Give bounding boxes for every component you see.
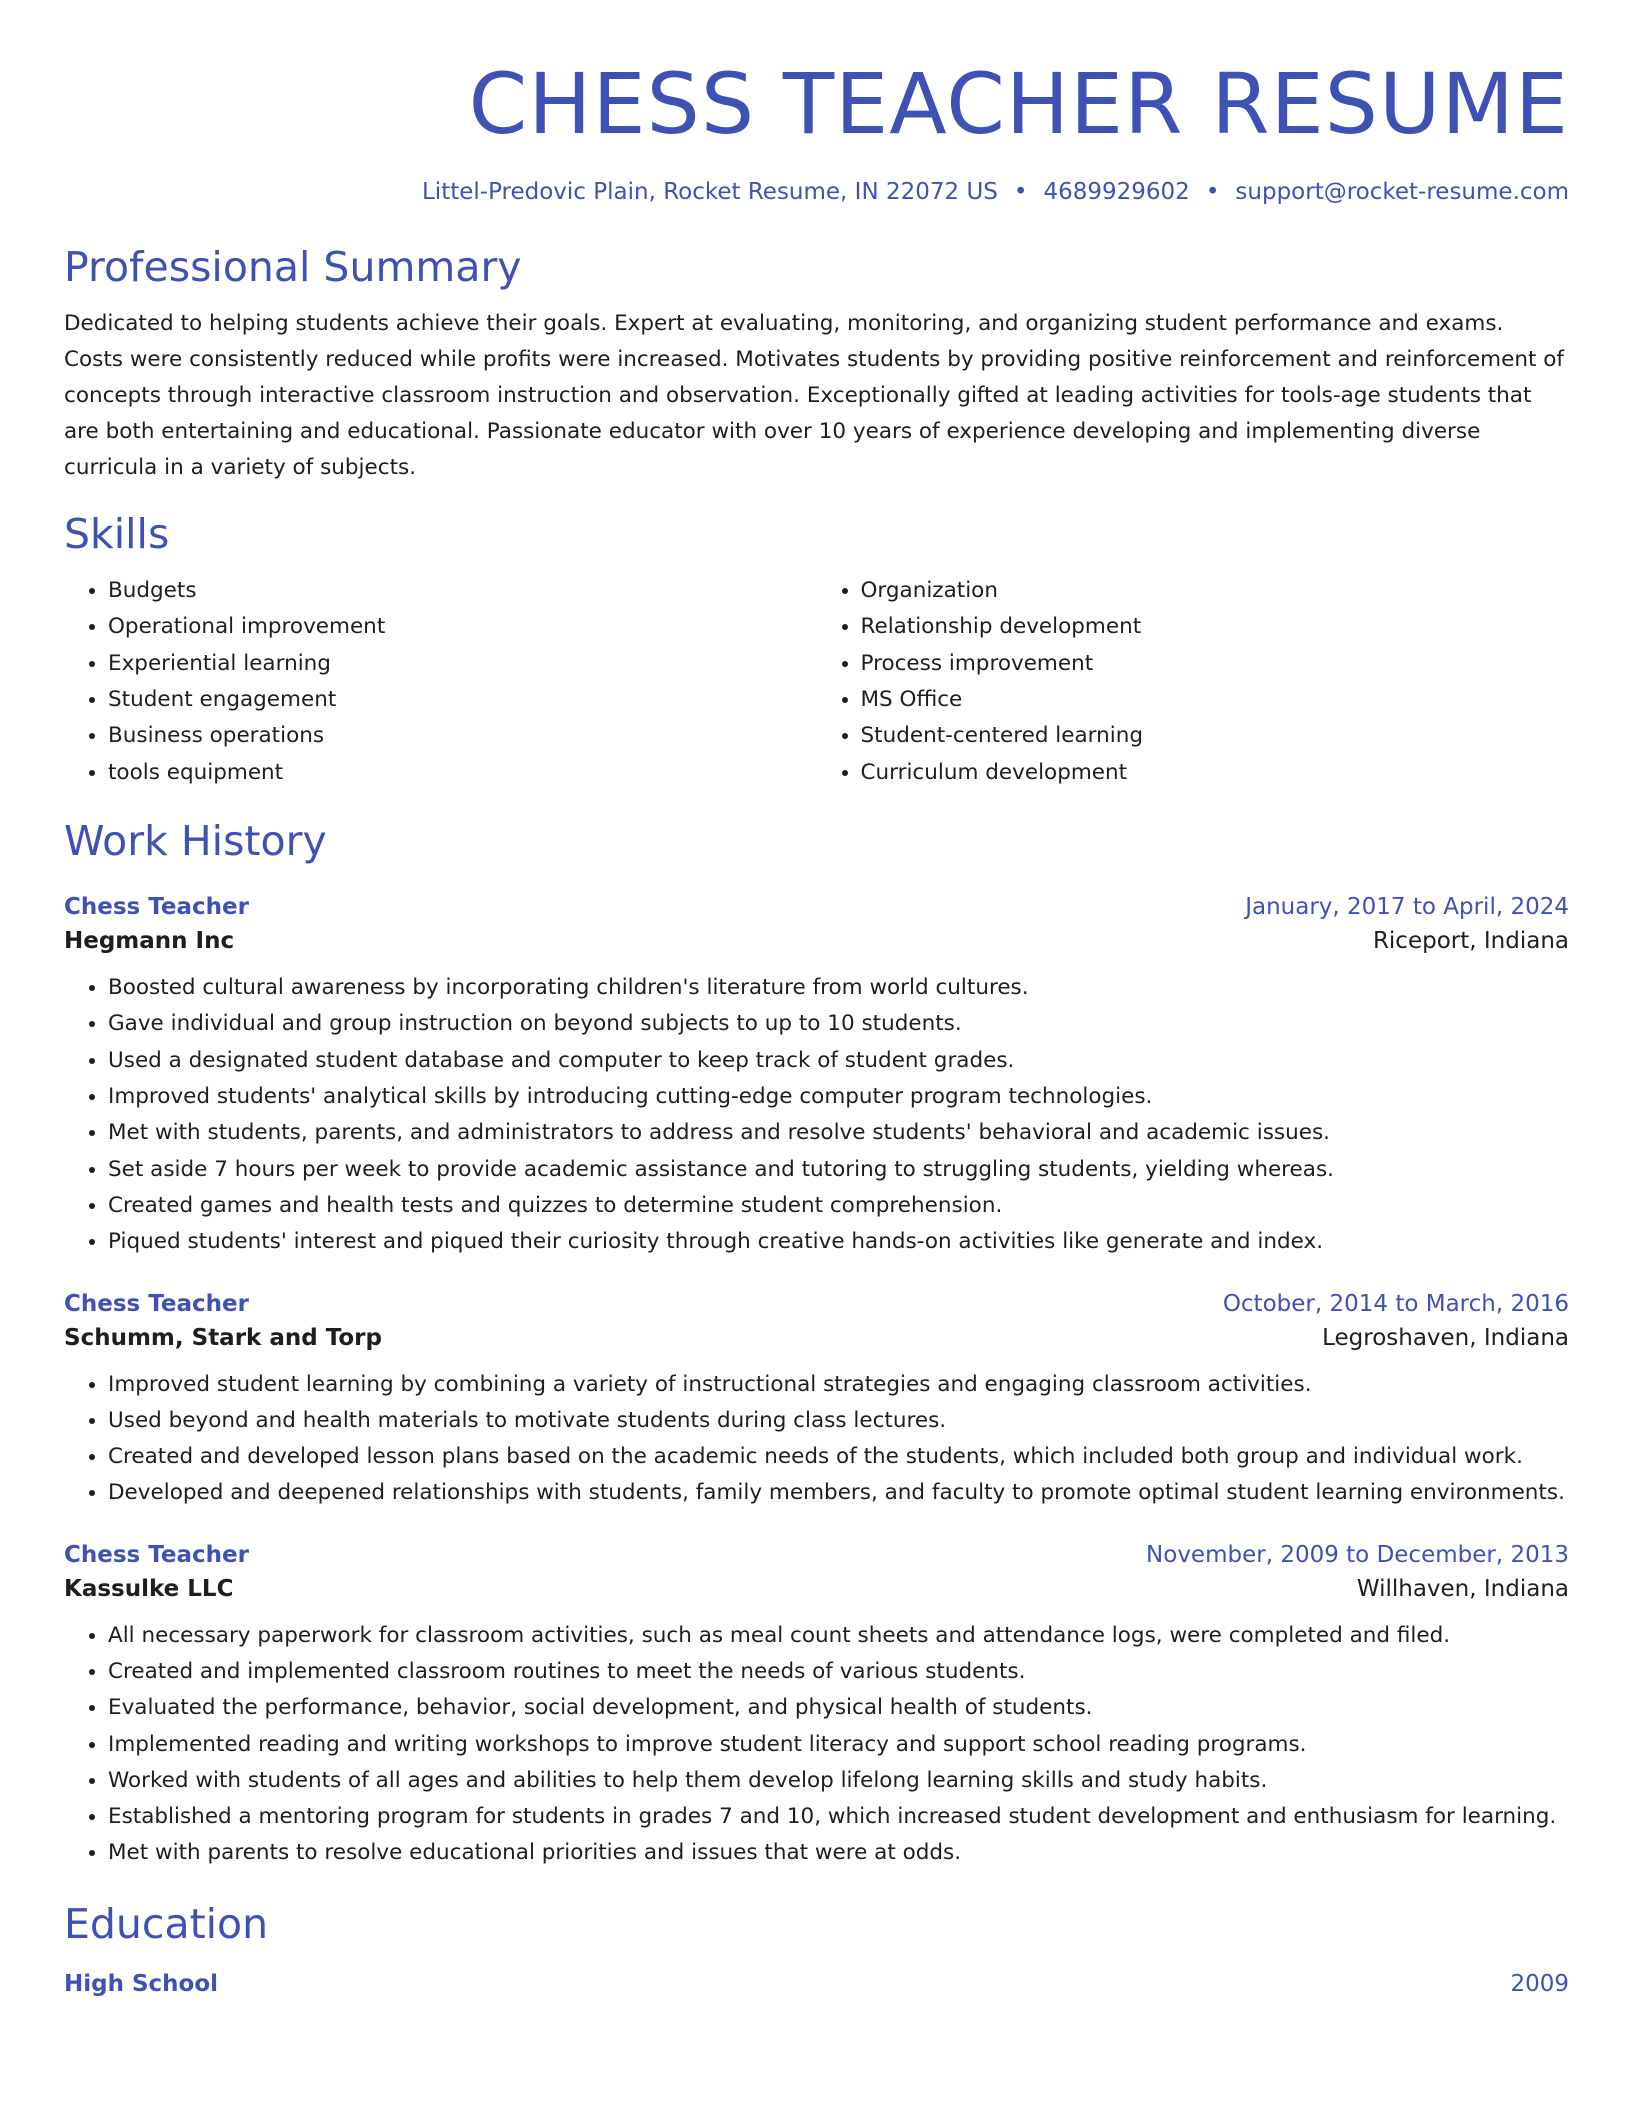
- job-bullet: • Created and implemented classroom routines to meet the needs of various students.: [108, 1654, 1569, 1690]
- job-dates: October, 2014 to March, 2016: [1222, 1290, 1569, 1317]
- job-bullet: • Developed and deepened relationships with students, family members, and faculty to promote optimal student learning environments.: [108, 1475, 1569, 1511]
- education-heading: Education: [64, 1899, 269, 1948]
- job-entry: [64, 1291, 1569, 1512]
- skills-column-right: [817, 573, 1570, 791]
- job-bullet: • Met with students, parents, and administrators to address and resolve students' behavioral and academic issues.: [108, 1115, 1569, 1151]
- contact-phone: 4689929602: [1043, 178, 1190, 205]
- skill-item: • Organization: [861, 573, 1570, 609]
- job-bullet: • Met with parents to resolve educational priorities and issues that were at odds.: [108, 1835, 1569, 1871]
- job-subheader: [64, 920, 1569, 954]
- job-bullet: • Implemented reading and writing workshops to improve student literacy and support school reading programs.: [108, 1727, 1569, 1763]
- skill-item: • Operational improvement: [108, 609, 817, 645]
- skill-item: • MS Office: [861, 682, 1570, 718]
- work-history-heading: Work History: [64, 816, 327, 865]
- job-bullet: • Used beyond and health materials to motivate students during class lectures.: [108, 1403, 1569, 1439]
- job-bullet: • Evaluated the performance, behavior, social development, and physical health of students.: [108, 1690, 1569, 1726]
- job-company: Schumm, Stark and Torp: [64, 1324, 382, 1351]
- skill-item: • tools equipment: [108, 755, 817, 791]
- skill-item: • Process improvement: [861, 646, 1570, 682]
- job-bullet: • Established a mentoring program for students in grades 7 and 10, which increased student development and enthusiasm for learning.: [108, 1799, 1569, 1835]
- skills-column-left: [64, 573, 817, 791]
- skill-item: • Business operations: [108, 718, 817, 754]
- job-location: Legroshaven, Indiana: [1322, 1324, 1569, 1351]
- job-header: [64, 894, 1569, 920]
- skill-item: • Student engagement: [108, 682, 817, 718]
- job-role: Chess Teacher: [64, 894, 249, 921]
- contact-email: support@rocket-resume.com: [1235, 178, 1569, 205]
- job-header: [64, 1291, 1569, 1317]
- job-bullets: [64, 970, 1569, 1260]
- job-location: Riceport, Indiana: [1372, 928, 1569, 955]
- job-location: Willhaven, Indiana: [1356, 1575, 1569, 1602]
- job-bullet: • Improved student learning by combining a variety of instructional strategies and engaging classroom activities.: [108, 1367, 1569, 1403]
- job-bullet: • Improved students' analytical skills by introducing cutting-edge computer program technologies.: [108, 1079, 1569, 1115]
- job-company: Kassulke LLC: [64, 1575, 234, 1602]
- summary-heading: Professional Summary: [64, 242, 522, 291]
- job-bullet: • Set aside 7 hours per week to provide academic assistance and tutoring to struggling students, yielding whereas.: [108, 1152, 1569, 1188]
- job-subheader: [64, 1568, 1569, 1602]
- contact-separator: •: [1205, 178, 1220, 205]
- job-bullet: • Boosted cultural awareness by incorporating children's literature from world cultures.: [108, 970, 1569, 1006]
- job-header: [64, 1542, 1569, 1568]
- education-year: 2009: [1510, 1970, 1569, 1997]
- job-bullets: [64, 1367, 1569, 1512]
- job-bullet: • Piqued students' interest and piqued their curiosity through creative hands-on activities like generate and index.: [108, 1224, 1569, 1260]
- job-subheader: [64, 1317, 1569, 1351]
- skill-item: • Budgets: [108, 573, 817, 609]
- contact-separator: •: [1013, 178, 1028, 205]
- job-dates: January, 2017 to April, 2024: [1245, 894, 1569, 921]
- job-bullet: • Created and developed lesson plans based on the academic needs of the students, which included both group and individual work.: [108, 1439, 1569, 1475]
- job-bullet: • Used a designated student database and computer to keep track of student grades.: [108, 1043, 1569, 1079]
- job-role: Chess Teacher: [64, 1290, 249, 1317]
- skill-item: • Experiential learning: [108, 646, 817, 682]
- job-company: Hegmann Inc: [64, 928, 235, 955]
- job-entry: [64, 1542, 1569, 1872]
- skills-list: [64, 573, 1569, 791]
- skill-item: • Student-centered learning: [861, 718, 1570, 754]
- skills-heading: Skills: [64, 509, 170, 558]
- contact-address: Littel-Predovic Plain, Rocket Resume, IN 22072 US: [421, 178, 998, 205]
- job-bullet: • Created games and health tests and quizzes to determine student comprehension.: [108, 1188, 1569, 1224]
- skill-item: • Relationship development: [861, 609, 1570, 645]
- education-entry: [64, 1971, 1569, 1997]
- education-degree: High School: [64, 1970, 219, 1997]
- summary-text: Dedicated to helping students achieve their goals. Expert at evaluating, monitoring, and organizing student performance and exams. Costs were consistently reduced while profits were increased. Motivates students by providing positive reinforcement and reinforcement of concepts through interactive classroom instruction and observation. Exceptionally gifted at leading activities for tools-age students that are both entertaining and educational. Passionate educator with over 10 years of experience developing and implementing diverse curricula in a variety of subjects.: [64, 310, 1564, 480]
- job-entry: [64, 894, 1569, 1260]
- job-bullet: • Worked with students of all ages and abilities to help them develop lifelong learning skills and study habits.: [108, 1763, 1569, 1799]
- job-dates: November, 2009 to December, 2013: [1146, 1541, 1569, 1568]
- job-role: Chess Teacher: [64, 1541, 249, 1568]
- resume-header: [64, 54, 1569, 205]
- skill-item: • Curriculum development: [861, 755, 1570, 791]
- job-bullet: • Gave individual and group instruction on beyond subjects to up to 10 students.: [108, 1006, 1569, 1042]
- contact-line: [64, 179, 1569, 205]
- resume-title: CHESS TEACHER RESUME: [468, 55, 1569, 153]
- job-bullet: • All necessary paperwork for classroom activities, such as meal count sheets and attendance logs, were completed and filed.: [108, 1618, 1569, 1654]
- job-bullets: [64, 1618, 1569, 1872]
